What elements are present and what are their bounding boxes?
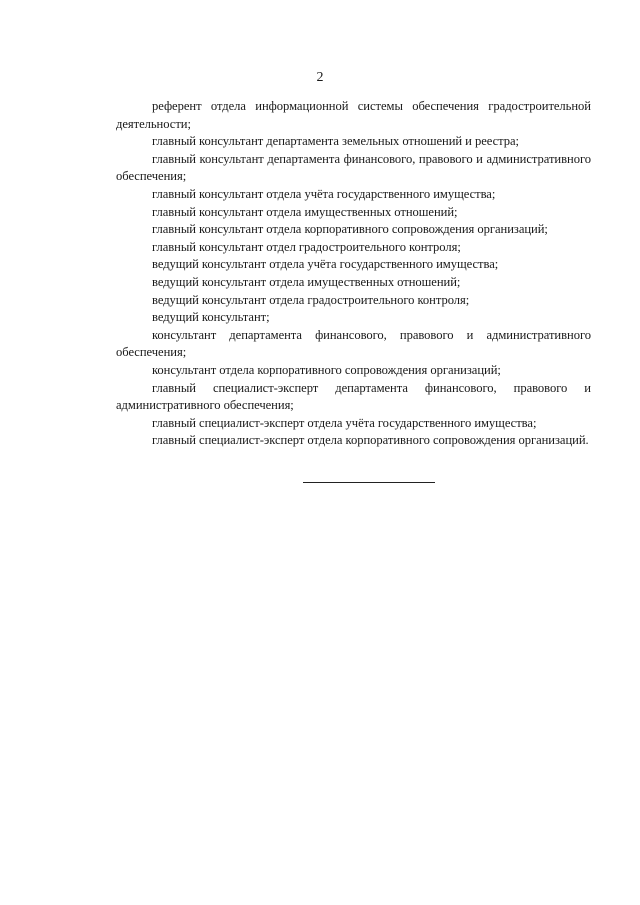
list-item: главный консультант отдела корпоративного сопровождения организаций; <box>152 222 548 237</box>
page-number: 2 <box>316 70 324 85</box>
list-item: главный специалист-эксперт отдела учёта государственного имущества; <box>152 415 537 430</box>
list-item: главный специалист-эксперт департамента финансового, правового и административного обеспечения; <box>116 380 591 413</box>
list-item: главный консультант департамента финансового, правового и административного обеспечения; <box>116 151 591 184</box>
list-item: главный консультант отдела учёта государственного имущества; <box>152 186 496 201</box>
list-item: ведущий консультант отдела градостроительного контроля; <box>152 292 470 307</box>
list-item: главный консультант отдела имущественных отношений; <box>152 204 458 219</box>
position-list <box>116 98 591 450</box>
list-item: ведущий консультант; <box>152 310 270 325</box>
list-item: главный консультант отдел градостроительного контроля; <box>152 239 461 254</box>
list-item: референт отдела информационной системы обеспечения градостроительной деятельности; <box>116 99 591 131</box>
list-item: главный специалист-эксперт отдела корпоративного сопровождения организаций. <box>152 433 589 448</box>
list-item: ведущий консультант отдела учёта государственного имущества; <box>152 257 499 272</box>
list-item: ведущий консультант отдела имущественных отношений; <box>152 274 461 289</box>
list-item: главный консультант департамента земельных отношений и реестра; <box>152 134 519 149</box>
end-separator-line <box>303 482 435 483</box>
list-item: консультант департамента финансового, правового и административного обеспечения; <box>116 327 591 360</box>
list-item: консультант отдела корпоративного сопровождения организаций; <box>152 362 501 377</box>
